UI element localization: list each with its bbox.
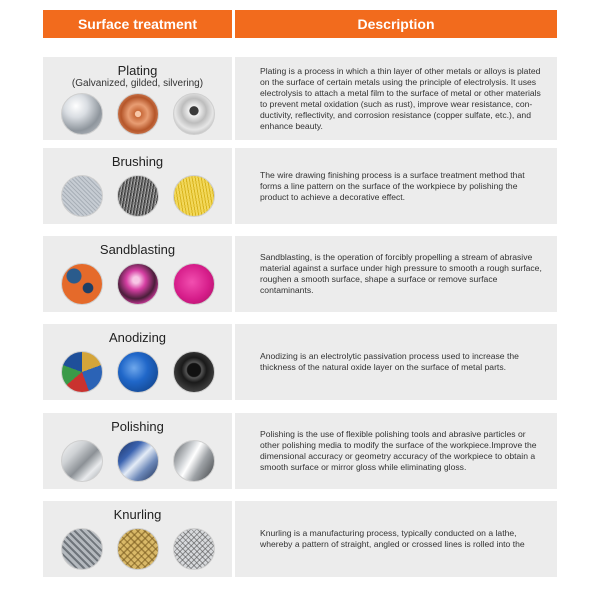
silver-plated-part-image <box>61 93 103 135</box>
row-title: Plating <box>117 63 158 78</box>
nickel-plated-fitting-image <box>173 93 215 135</box>
pink-blasted-ring-image <box>117 263 159 305</box>
row-description: Anodizing is an electrolytic passivation process used to increase the thickness of the natural oxide layer on the surface of metal parts. <box>260 351 519 372</box>
row-description: Polishing is the use of flexible polishing tools and abrasive particles or other polishing media to modify the surface of the workpiece.Improve the dimensional accuracy or geometry accuracy of the workpiece to obtain a smooth surface or mirror gloss while eliminating gloss. <box>260 429 537 472</box>
row-polishing-description-cell <box>235 413 557 489</box>
magenta-blasted-disc-image <box>173 263 215 305</box>
row-brushing-cell <box>43 148 232 224</box>
header-surface-treatment: Surface treatment <box>43 10 232 38</box>
row-title: Anodizing <box>108 330 167 345</box>
silver-diamond-knurl-image <box>61 528 103 570</box>
multicolor-anodized-parts-image <box>61 351 103 393</box>
orange-blasted-parts-image <box>61 263 103 305</box>
row-anodizing-cell <box>43 324 232 400</box>
row-polishing-cell <box>43 413 232 489</box>
row-description: Plating is a process in which a thin layer of other metals or alloys is plated on the surface of certain metals using the principle of electrolysis. It uses electrolysis to attach a metal film to the surface of metal or other materials to prevent metal oxidation (such as rust), improve wear resistance, con- ductivity, reflectivity, and corrosion resistance (copper sulfate, etc.), and enhance beauty. <box>260 65 541 131</box>
row-title: Sandblasting <box>99 242 176 257</box>
black-anodized-cylinder-image <box>173 351 215 393</box>
row-knurling-description-cell <box>235 501 557 577</box>
row-sandblasting-description-cell <box>235 236 557 312</box>
polished-blue-reflection-image <box>117 440 159 482</box>
copper-plated-part-image <box>117 93 159 135</box>
row-description: Sandblasting, is the operation of forcibly propelling a stream of abrasive material against a surface under high pressure to smooth a rough surface, roughen a smooth surface, shape a surface or remove surface contaminants. <box>260 252 542 295</box>
row-title: Brushing <box>111 154 164 169</box>
blue-anodized-part-image <box>117 351 159 393</box>
header-description: Description <box>235 10 557 38</box>
row-knurling-cell <box>43 501 232 577</box>
row-brushing-description-cell <box>235 148 557 224</box>
row-anodizing-description-cell <box>235 324 557 400</box>
row-plating-cell <box>43 57 232 140</box>
row-sandblasting-cell <box>43 236 232 312</box>
row-description: Knurling is a manufacturing process, typically conducted on a lathe, whereby a pattern of straight, angled or crossed lines is rolled into the <box>260 528 525 549</box>
polished-silver-surface-image <box>61 440 103 482</box>
row-title: Polishing <box>111 419 164 434</box>
brushed-dark-surface-image <box>117 175 159 217</box>
brushed-gold-surface-image <box>173 175 215 217</box>
polished-chrome-tube-image <box>173 440 215 482</box>
silver-fine-knurl-image <box>173 528 215 570</box>
brushed-silver-surface-image <box>61 175 103 217</box>
row-title: Knurling <box>113 507 162 522</box>
row-description: The wire drawing finishing process is a surface treatment method that forms a line pattern on the surface of the workpiece by polishing the product to achieve a decorative effect. <box>260 169 525 202</box>
brass-cross-knurl-image <box>117 528 159 570</box>
row-plating-description-cell <box>235 57 557 140</box>
row-subtitle: (Galvanized, gilded, silvering) <box>71 78 204 89</box>
